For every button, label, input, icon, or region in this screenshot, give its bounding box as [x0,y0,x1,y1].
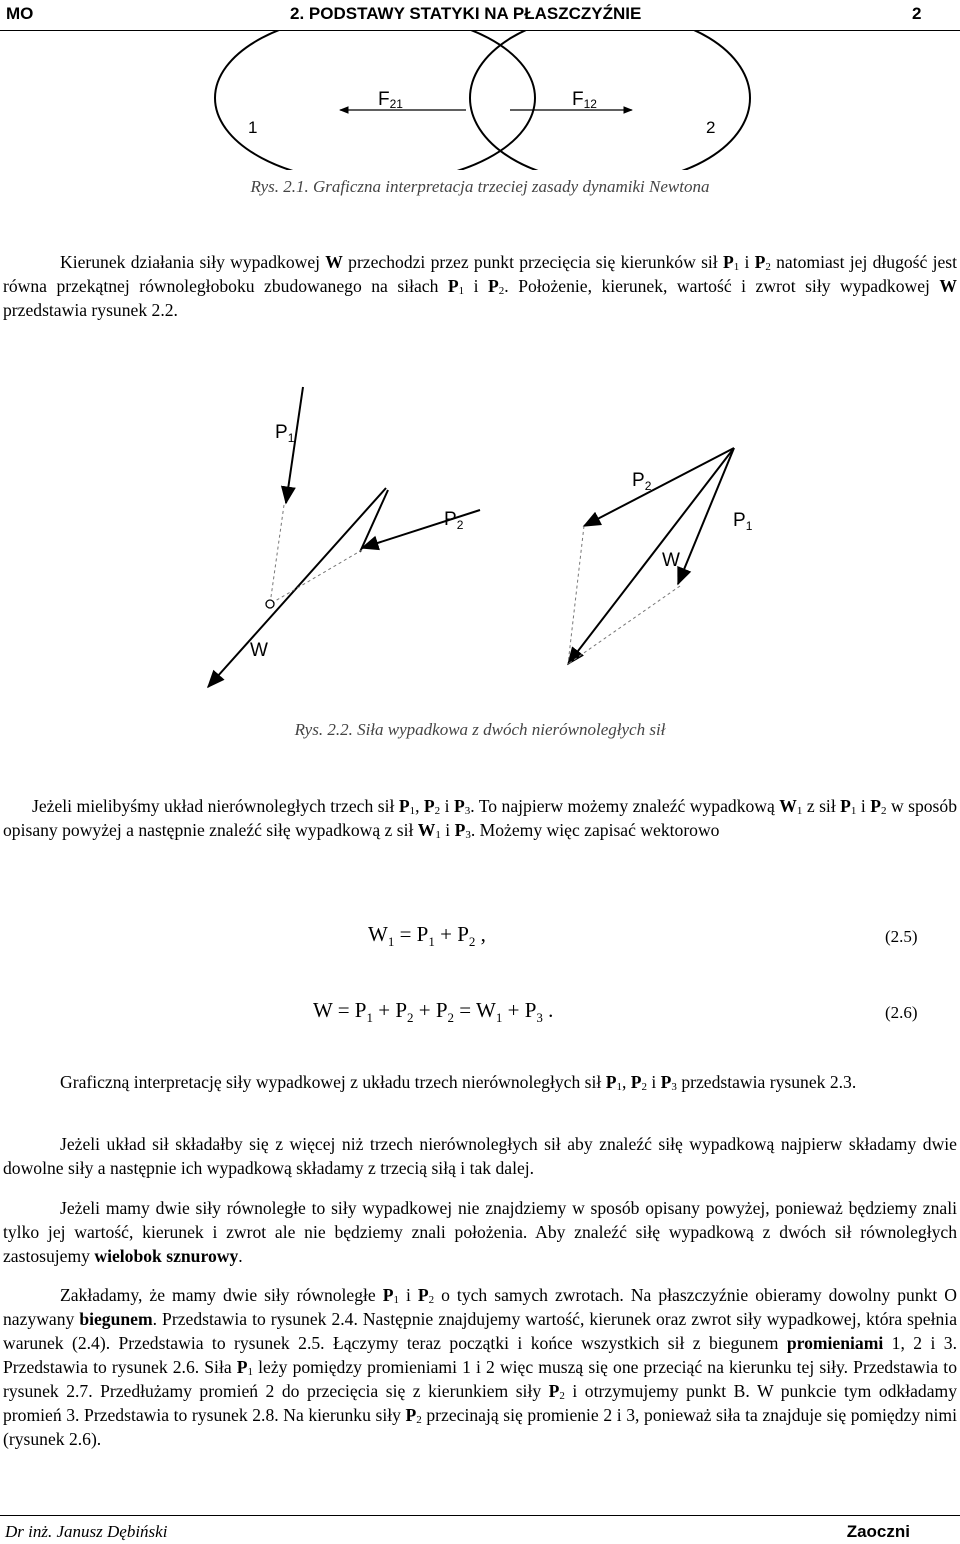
p1-extension-line [270,505,284,604]
header-title: 2. PODSTAWY STATYKI NA PŁASZCZYŹNIE [290,4,642,23]
force-p2-arrow-right [584,448,734,526]
footer-mode: Zaoczni [846,1522,910,1541]
figure-2-1 [0,30,960,170]
p2-extension-line [270,550,362,604]
header-left: MO [6,4,34,23]
footer-author: Dr inż. Janusz Dębiński [5,1522,168,1541]
body-2-ellipse [470,30,750,170]
label-p2-right: $P_2$ [632,470,652,493]
body-1-label: 1 [248,118,258,137]
equation-2-6: $W = P_1 + P_2 + P_2 = W_1 + P_3$ . [313,998,554,1025]
body-1-ellipse [215,30,535,170]
equation-2-5: $W_1 = P_1 + P_2$ , [368,922,486,949]
parallelogram-side-1 [568,526,584,664]
paragraph-6: Zakładamy, że mamy dwie siły równoległe $P_1$ i $P_2$ o tych samych zwrotach. Na płaszczyźnie obieramy dowolny punkt O nazywany biegunem. Przedstawia to rysunek 2.4. Następnie znajdujemy wartość, kierunek oraz zwrot siły wypadkowej, która spełnia warunek (2.4). Przedstawia to rysunek 2.5. Łączymy teraz początki i końce wszystkich sił z biegunem promieniami 1, 2 i 3. Przedstawia to rysunek 2.6. Siła $P_1$ leży pomiędzy promieniami 1 i 2 więc muszą się one przeciąć na kierunku tej siły. Przedstawia to rysunek 2.7. Przedłużamy promień 2 do przecięcia się z kierunkiem siły $P_2$ i otrzymujemy punkt B. W punkcie tym odkładamy promień 3. Przedstawia to rysunek 2.8. Na kierunku siły $P_2$ przecinają się promienie 2 i 3, ponieważ siła ta znajduje się pomiędzy nimi (rysunek 2.6). [3,1285,958,1449]
figure-2-2 [0,380,960,710]
force-p2-line-left [360,490,388,552]
figure-2-2-caption: Rys. 2.2. Siła wypadkowa z dwóch nierównoległych sił [294,720,666,739]
equation-2-5-number: (2.5) [885,927,918,946]
figure-2-1-caption: Rys. 2.1. Graficzna interpretacja trzeciej zasady dynamiki Newtona [250,177,710,196]
intersection-point [266,600,274,608]
paragraph-3: Graficzną interpretację siły wypadkowej z układu trzech nierównoległych sił $P_1$, $P_2$ i $P_3$ przedstawia rysunek 2.3. [60,1072,857,1093]
header-page-number: 2 [912,4,922,23]
paragraph-4: Jeżeli układ sił składałby się z więcej niż trzech nierównoległych sił aby znaleźć siłę wypadkową najpierw składamy dwie dowolne siły a następnie ich wypadkową składamy z trzecią siłą i tak dalej. [3,1134,957,1178]
label-p1-right: $P_1$ [733,510,753,533]
parallelogram-side-2 [568,586,680,664]
force-f12-label: F12 [572,89,597,111]
equation-2-6-number: (2.6) [885,1003,918,1022]
paragraph-1: Kierunek działania siły wypadkowej W przechodzi przez punkt przecięcia się kierunków sił $P_1$ i $P_2$ natomiast jej długość jest równa przekątnej równoległoboku zbudowanego na siłach $P_1$ i $P_2$. Położenie, kierunek, wartość i zwrot siły wypadkowej W przedstawia rysunek 2.2. [3,252,958,320]
page-footer [0,1515,960,1544]
label-w-right: W [662,550,680,571]
paragraph-2: Jeżeli mielibyśmy układ nierównoległych trzech sił $P_1$, $P_2$ i $P_3$. To najpierw możemy znaleźć wypadkową $W_1$ z sił $P_1$ i $P_2$ w sposób opisany powyżej a następnie znaleźć siłę wypadkową z sił $W_1$ i $P_3$. Możemy więc zapisać wektorowo [3,796,957,841]
label-p1-left: $P_1$ [275,422,295,445]
body-2-label: 2 [706,118,716,137]
label-w-left: W [250,640,268,661]
paragraph-5: Jeżeli mamy dwie siły równoległe to siły wypadkowej nie znajdziemy w sposób opisany powyżej, ponieważ będziemy znali tylko jej wartość, kierunek i zwrot ale nie będziemy znali położenia. Aby znaleźć siłę wypadkową z dwóch sił równoległych zastosujemy wielobok sznurowy. [3,1198,957,1266]
force-f21-label: F21 [378,89,403,111]
label-p2-left: $P_2$ [444,509,464,532]
page-header [0,0,960,31]
force-p1-arrow-right [678,448,734,584]
force-p1-arrow-left [286,387,303,503]
resultant-w-arrow-left [208,488,386,687]
